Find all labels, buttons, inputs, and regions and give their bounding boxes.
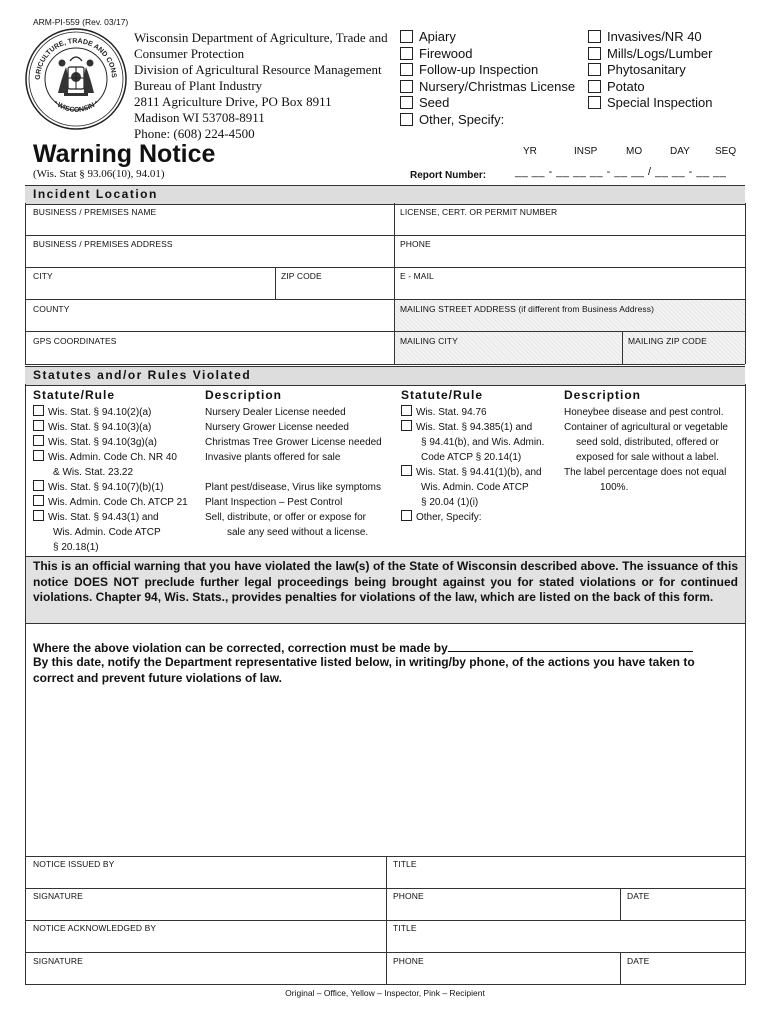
ack-phone-field[interactable]: PHONE [393, 956, 424, 966]
checkbox-box[interactable] [400, 63, 413, 76]
state-seal [24, 27, 128, 131]
statute-text: Wis. Stat. § 94.385(1) and [416, 422, 533, 433]
statute-text: Wis. Stat. § 94.10(3g)(a) [48, 437, 157, 448]
description-item [205, 465, 382, 480]
county-field[interactable]: COUNTY [33, 304, 70, 314]
statute-checkbox[interactable] [401, 420, 412, 431]
checkbox-firewood[interactable]: Firewood [400, 46, 575, 63]
grid-line [25, 364, 745, 365]
report-number-field[interactable]: __ __ - __ __ __ - __ __ / __ __ - __ __ [515, 166, 727, 178]
statute-text: § 20.18(1) [53, 542, 99, 553]
statute-item[interactable] [33, 480, 188, 495]
notice-issued-by-field[interactable]: NOTICE ISSUED BY [33, 859, 115, 869]
statute-text: § 20.04 (1)(i) [421, 497, 479, 508]
grid-line [25, 856, 745, 857]
grid-line [25, 235, 745, 236]
grid-line [745, 623, 746, 856]
grid-line [25, 267, 745, 268]
statute-checkbox[interactable] [33, 420, 44, 431]
statute-item[interactable] [33, 435, 188, 450]
grid-line [25, 203, 26, 364]
statute-item [401, 480, 544, 495]
description-item: seed sold, distributed, offered or [576, 437, 719, 448]
report-number-label: Report Number: [410, 170, 487, 181]
checkbox-apiary[interactable]: Apiary [400, 29, 575, 46]
grid-line [394, 203, 395, 364]
description-item: Christmas Tree Grower License needed [205, 437, 382, 448]
description-item [564, 495, 728, 510]
form-id: ARM-PI-559 (Rev. 03/17) [33, 17, 129, 27]
agency-line: Consumer Protection [134, 46, 245, 61]
right-descriptions-list [564, 405, 728, 525]
description-item: Nursery Grower License needed [205, 422, 349, 433]
checkbox-box[interactable] [588, 63, 601, 76]
statute-checkbox[interactable] [33, 435, 44, 446]
statute-text: Wis. Stat. § 94.41(1)(b), and [416, 467, 542, 478]
statute-text: Wis. Stat. § 94.10(3)(a) [48, 422, 152, 433]
statute-text: Wis. Stat. 94.76 [416, 407, 487, 418]
description-item [564, 510, 728, 525]
grid-line [275, 267, 276, 299]
statute-item[interactable] [401, 510, 544, 525]
checkbox-box[interactable] [588, 30, 601, 43]
description-item: Plant pest/disease, Virus like symptoms [205, 482, 382, 493]
issuer-phone-field[interactable]: PHONE [393, 891, 424, 901]
grid-line [25, 920, 745, 921]
inspection-types-left [400, 29, 575, 128]
statute-item [33, 465, 188, 480]
statute-text: Wis. Stat. § 94.43(1) and [48, 512, 159, 523]
statute-text: § 94.41(b), and Wis. Admin. [421, 437, 545, 448]
description-item: 100%. [600, 482, 629, 493]
statute-text: Wis. Admin. Code ATCP [53, 527, 161, 538]
statute-text: Wis. Admin. Code ATCP [421, 482, 529, 493]
grid-line [745, 384, 746, 556]
grid-line [25, 856, 26, 985]
statute-item [33, 540, 188, 555]
page-title: Warning Notice [33, 140, 216, 168]
email-field[interactable]: E - MAIL [400, 271, 434, 281]
col-description-left: Description [205, 388, 283, 402]
checkbox-box[interactable] [400, 30, 413, 43]
statute-item[interactable] [33, 420, 188, 435]
statute-text: Code ATCP § 20.14(1) [421, 452, 522, 463]
description-item: Nursery Dealer License needed [205, 407, 346, 418]
checkbox-other[interactable]: Other, Specify: [400, 112, 575, 129]
statute-text: Wis. Admin. Code Ch. NR 40 [48, 452, 177, 463]
mailing-street-field[interactable]: MAILING STREET ADDRESS (if different from Business Address) [400, 304, 655, 314]
svg-text:DEPARTMENT OF AGRICULTURE, TRA: GRICULTURE, TRADE AND CONS [34, 37, 118, 80]
report-col-seq: SEQ [715, 146, 737, 157]
checkbox-seed[interactable]: Seed [400, 95, 575, 112]
statute-item[interactable] [401, 465, 544, 480]
agency-line: Wisconsin Department of Agriculture, Trade and [134, 30, 388, 45]
description-item: sale any seed without a license. [227, 527, 369, 538]
checkbox-box[interactable] [400, 80, 413, 93]
checkbox-mills[interactable]: Mills/Logs/Lumber [588, 46, 713, 63]
report-col-yr: YR [523, 146, 537, 157]
description-item: Plant Inspection – Pest Control [205, 497, 343, 508]
notice-ack-by-field[interactable]: NOTICE ACKNOWLEDGED BY [33, 923, 157, 933]
agency-line: Division of Agricultural Resource Management [134, 62, 382, 77]
correction-line2: By this date, notify the Department representative listed below, in writing/by phone, of the actions you have taken to correct and prevent future violations of law. [33, 655, 695, 685]
description-item: Invasive plants offered for sale [205, 452, 341, 463]
grid-line [620, 888, 621, 920]
issuer-date-field[interactable]: DATE [627, 891, 650, 901]
warning-text: This is an official warning that you have violated the law(s) of the State of Wisconsin described above. The issuance of this notice DOES NOT preclude further legal proceedings being brought against you for stated violations or for continued violations. Chapter 94, Wis. Stats., provides penalties for violations of the law, which are listed on the back of this form. [33, 559, 738, 604]
grid-line [622, 331, 623, 364]
incident-heading: Incident Location [33, 187, 158, 201]
col-statute-left: Statute/Rule [33, 388, 116, 402]
inspection-types-right [588, 29, 713, 112]
statute-checkbox[interactable] [33, 480, 44, 491]
statute-checkbox[interactable] [401, 465, 412, 476]
statute-checkbox[interactable] [33, 510, 44, 521]
agency-line: Madison WI 53708-8911 [134, 110, 265, 125]
statute-text: & Wis. Stat. 23.22 [53, 467, 134, 478]
agency-block [134, 30, 388, 142]
ack-date-field[interactable]: DATE [627, 956, 650, 966]
statute-checkbox[interactable] [33, 495, 44, 506]
col-statute-right: Statute/Rule [401, 388, 484, 402]
corrective-notes-area[interactable] [28, 690, 742, 852]
statute-text: Wis. Admin. Code Ch. ATCP 21 [48, 497, 188, 508]
description-item: Honeybee disease and pest control. [564, 407, 724, 418]
gps-field[interactable]: GPS COORDINATES [33, 336, 117, 346]
grid-line [25, 888, 745, 889]
grid-line [620, 952, 621, 984]
grid-line [745, 203, 746, 364]
checkbox-box[interactable] [588, 47, 601, 60]
license-field[interactable]: LICENSE, CERT. OR PERMIT NUMBER [400, 207, 558, 217]
statute-item[interactable] [33, 510, 188, 525]
statute-text: Other, Specify: [416, 512, 482, 523]
checkbox-box[interactable] [400, 113, 413, 126]
statute-item[interactable] [33, 450, 188, 465]
agency-line: Bureau of Plant Industry [134, 78, 263, 93]
statute-checkbox[interactable] [401, 510, 412, 521]
statute-item [401, 495, 544, 510]
correction-date-field[interactable] [448, 640, 693, 652]
business-address-field[interactable]: BUSINESS / PREMISES ADDRESS [33, 239, 173, 249]
report-col-day: DAY [670, 146, 690, 157]
statutes-heading: Statutes and/or Rules Violated [33, 368, 252, 382]
checkbox-follow-up[interactable]: Follow-up Inspection [400, 62, 575, 79]
left-statutes-list [33, 405, 188, 555]
description-item [205, 540, 382, 555]
statute-text: Wis. Stat. § 94.10(2)(a) [48, 407, 152, 418]
description-item: The label percentage does not equal [564, 467, 727, 478]
checkbox-invasives[interactable]: Invasives/NR 40 [588, 29, 713, 46]
checkbox-phytosanitary[interactable]: Phytosanitary [588, 62, 713, 79]
issuer-title-field[interactable]: TITLE [393, 859, 417, 869]
checkbox-box[interactable] [400, 96, 413, 109]
agency-phone: Phone: (608) 224-4500 [134, 126, 255, 141]
checkbox-box[interactable] [400, 47, 413, 60]
city-field[interactable]: CITY [33, 271, 53, 281]
ack-signature-field[interactable]: SIGNATURE [33, 956, 83, 966]
report-col-insp: INSP [574, 146, 598, 157]
statute-ref: (Wis. Stat § 93.06(10), 94.01) [33, 168, 165, 180]
grid-line [386, 856, 387, 985]
statute-checkbox[interactable] [401, 405, 412, 416]
col-description-right: Description [564, 388, 642, 402]
grid-line [25, 623, 26, 856]
description-item: exposed for sale without a label. [576, 452, 719, 463]
statute-checkbox[interactable] [33, 450, 44, 461]
business-name-field[interactable]: BUSINESS / PREMISES NAME [33, 207, 157, 217]
statute-item [401, 450, 544, 465]
grid-line [25, 299, 745, 300]
mailing-zip-field[interactable]: MAILING ZIP CODE [628, 336, 707, 346]
statute-item[interactable] [33, 405, 188, 420]
statute-item[interactable] [33, 495, 188, 510]
statute-checkbox[interactable] [33, 405, 44, 416]
report-col-mo: MO [626, 146, 643, 157]
description-item: Sell, distribute, or offer or expose for [205, 512, 367, 523]
correction-line1: Where the above violation can be corrected, correction must be made by [33, 640, 693, 655]
grid-line [25, 952, 745, 953]
grid-line [745, 856, 746, 985]
description-item: Container of agricultural or vegetable [564, 422, 728, 433]
right-statutes-list [401, 405, 544, 525]
mailing-city-field[interactable]: MAILING CITY [400, 336, 458, 346]
footer-note: Original – Office, Yellow – Inspector, Pink – Recipient [285, 988, 485, 998]
checkbox-nursery[interactable]: Nursery/Christmas License [400, 79, 575, 96]
statute-text: Wis. Stat. § 94.10(7)(b)(1) [48, 482, 164, 493]
ack-title-field[interactable]: TITLE [393, 923, 417, 933]
statute-item[interactable] [401, 405, 544, 420]
grid-line [25, 331, 745, 332]
statute-item [33, 525, 188, 540]
checkbox-potato[interactable]: Potato [588, 79, 713, 96]
grid-line [25, 384, 26, 556]
left-descriptions-list [205, 405, 382, 555]
checkbox-special[interactable]: Special Inspection [588, 95, 713, 112]
agency-line: 2811 Agriculture Drive, PO Box 8911 [134, 94, 332, 109]
statute-item [401, 435, 544, 450]
zip-field[interactable]: ZIP CODE [281, 271, 322, 281]
checkbox-box[interactable] [588, 96, 601, 109]
checkbox-box[interactable] [588, 80, 601, 93]
svg-text:• WISCONSIN •: • WISCONSIN • [52, 99, 100, 114]
issuer-signature-field[interactable]: SIGNATURE [33, 891, 83, 901]
grid-line [25, 984, 745, 985]
phone-field[interactable]: PHONE [400, 239, 431, 249]
statute-item[interactable] [401, 420, 544, 435]
